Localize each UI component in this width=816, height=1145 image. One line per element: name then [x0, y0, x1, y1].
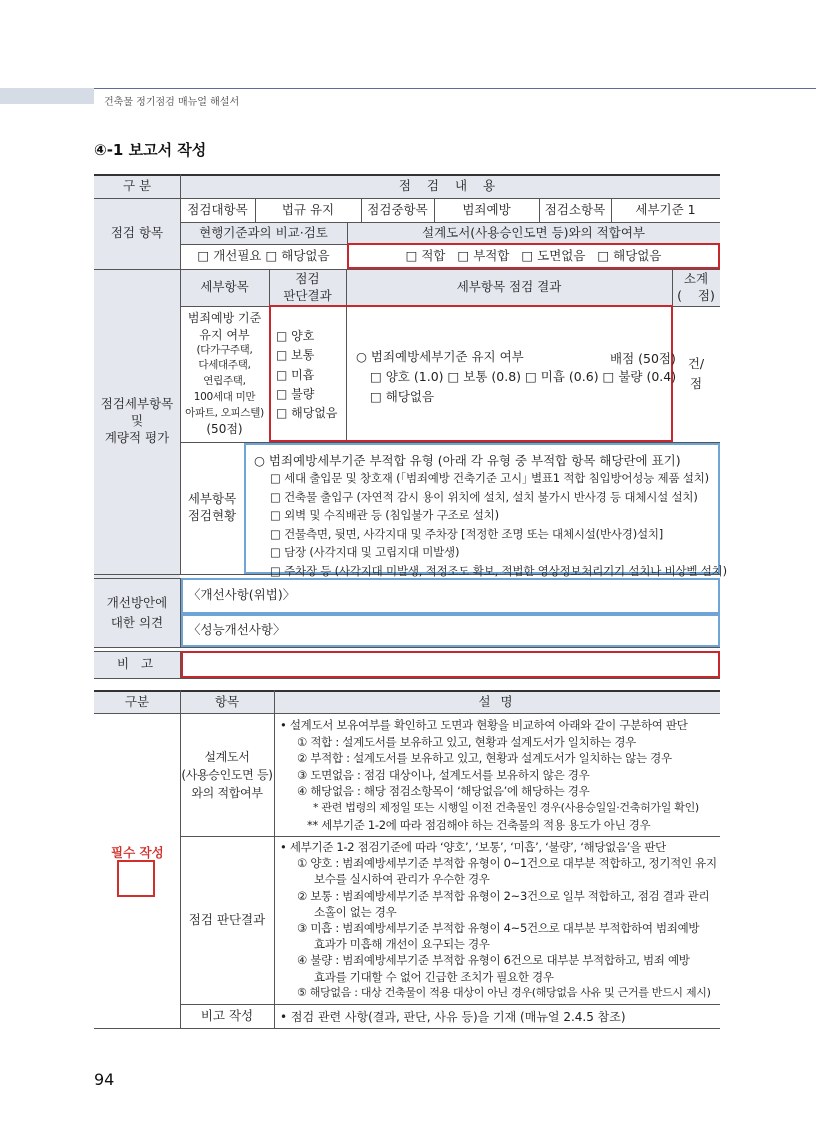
status-title: ○ 범죄예방세부기준 부적합 유형 (아래 각 유형 중 부적합 항목 해당란에 표기) — [254, 453, 681, 468]
guide-row-item: 점검 판단결과 — [188, 911, 266, 927]
status-item: □ 외벽 및 수직배관 등 (침입불가 구조로 설치) — [270, 508, 499, 523]
status-label: 세부항목 점검현황 — [187, 491, 237, 523]
guide-row-desc: • 세부기준 1-2 점검기준에 따라 ‘양호’, ‘보통’, ‘미흡’, ‘불량’, ‘해당없음’을 판단 ① 양호 : 범죄예방세부기준 부적합 유형이 0~1건으로 대부분 적합하고, 정기적인 유지 보수를 실시하여 관리가 우수한 경우 ② 보통 : 범죄예방세부기준 부적합 유형이 2~3건으로 일부 적합하고, 점검 결과 관리 소홀이 없는 경우 ③ 미흡 : 범죄예방세부기준 부적합 유형이 4~5건으로 대부분 부적합하여 범죄예방 효과가 미흡해 개선이 요구되는 경우 ④ 불량 : 범죄예방세부기준 부적합 유형이 6건으로 대부분 부적합하고, 범죄 예방 효과를 기대할 수 없어 긴급한 조치가 필요한 경우 ⑤ 해당없음 : 대상 건축물이 적용 대상이 아닌 경우(해당없음 사유 및 근거를 반드시 제시) — [280, 840, 717, 999]
required-label: 필수 작성 — [111, 845, 164, 860]
judge-options[interactable]: □ 양호 □ 보통 □ 미흡 □ 불량 □ 해당없음 — [276, 329, 338, 421]
remarks-label: 비 고 — [116, 656, 158, 672]
opinion-performance-label: 〈성능개선사항〉 — [188, 622, 286, 637]
header-accent-bar — [0, 88, 94, 104]
subhead-item: 세부항목 — [200, 279, 249, 295]
minor-item-label: 점검소항목 — [544, 201, 606, 217]
status-item: □ 건축물 출입구 (자연적 감시 용이 위치에 설치, 설치 불가시 반사경 등 대체시설 설치) — [270, 489, 698, 504]
status-item: □ 주차장 등 (사각지대 미발생, 적정조도 확보, 적법한 영상정보처리기기 설치나 비상벨 설치) — [270, 563, 727, 578]
guide-row-desc: • 설계도서 보유여부를 확인하고 도면과 현황을 비교하여 아래와 같이 구분하여 판단 ① 적합 : 설계도서를 보유하고 있고, 현황과 설계도서가 일치하는 경우 ② 부적합 : 설계도서를 보유하고 있고, 현황과 설계도서가 일치하는 않는 경우 ③ 도면없음 : 점검 대상이나, 설계도서를 보유하지 않은 경우 ④ 해당없음 : 해당 점검소항목이 ‘해당없음’에 해당하는 경우 * 관련 법령의 제정일 또는 시행일 이전 건축물인 경우(사용승일일·건축허가일 확인) ** 세부기준 1-2에 따라 점검해야 하는 건축물의 적용 용도가 아닌 경우 — [280, 718, 699, 832]
result-score: 배점 (50점) — [610, 351, 676, 366]
subhead-judge: 점검 판단결과 — [283, 270, 332, 303]
guide-row-item: 비고 작성 — [200, 1007, 254, 1023]
opinion-label: 개선방안에 대한 의견 — [106, 594, 168, 630]
guide-head-item: 항목 — [214, 693, 240, 709]
guide-head-category: 구분 — [124, 693, 150, 709]
middle-item-label: 점검중항목 — [367, 201, 428, 217]
design-label: 설계도서(사용승인도면 등)와의 적합여부 — [422, 224, 645, 240]
compare-options[interactable]: □ 개선필요 □ 해당없음 — [197, 248, 330, 264]
running-header: 건축물 정기점검 매뉴얼 해설서 — [104, 97, 240, 108]
head-content: 점 검 내 용 — [398, 177, 502, 193]
subhead-result: 세부항목 점검 결과 — [456, 279, 562, 295]
status-list[interactable] — [270, 469, 727, 581]
compare-label: 현행기준과의 비교·검토 — [199, 224, 328, 240]
header-rule — [94, 88, 816, 89]
guide-row-desc: • 점검 관련 사항(결과, 판단, 사유 등)을 기재 (매뉴얼 2.4.5 참조) — [280, 1010, 626, 1024]
head-category: 구 분 — [122, 177, 152, 193]
result-title: ○ 범죄예방세부기준 유지 여부 — [356, 349, 524, 364]
minor-item-value: 세부기준 1 — [635, 201, 696, 217]
subtotal-value: 건/ 점 — [687, 356, 705, 391]
guide-head-desc: 설 명 — [478, 693, 516, 709]
detail-label: 점검세부항목 및 계량적 평가 — [100, 396, 174, 445]
status-item: □ 세대 출입문 및 창호재 (｢범죄예방 건축기준 고시｣ 별표1 적합 침입방어성능 제품 설치) — [270, 471, 709, 485]
status-item: □ 건물측면, 뒷면, 사각지대 및 주차장 [적정한 조명 또는 대체시설(반사경)설치] — [270, 526, 664, 541]
status-item: □ 담장 (사각지대 및 고립지대 미발생) — [270, 545, 460, 560]
remarks-input-box[interactable] — [181, 651, 720, 678]
guide-row-item: 설계도서 (사용승인도면 등) 와의 적합여부 — [181, 749, 273, 800]
result-options[interactable]: □ 양호 (1.0) □ 보통 (0.8) □ 미흡 (0.6) □ 불량 (0.4) — [370, 369, 677, 384]
middle-item-value: 범죄예방 — [462, 201, 511, 217]
subhead-subtotal: 소계 ( 점) — [677, 270, 715, 303]
inspection-item-label: 점검 항목 — [110, 225, 164, 241]
major-item-label: 점검대항목 — [187, 201, 248, 217]
page-number: 94 — [94, 1070, 115, 1089]
result-na-option[interactable]: □ 해당없음 — [370, 389, 435, 404]
section-title: ④-1 보고서 작성 — [94, 141, 207, 159]
required-checkbox[interactable] — [117, 860, 155, 897]
detail-item-cell: 범죄예방 기준 유지 여부 (다가구주택, 다세대주택, 연립주택, 100세대 미만 아파트, 오피스텔) (50점) — [185, 311, 264, 437]
major-item-value: 법규 유지 — [281, 201, 335, 217]
design-options[interactable]: □ 적합 □ 부적합 □ 도면없음 □ 해당없음 — [405, 248, 662, 264]
opinion-violation-label: 〈개선사항(위법)〉 — [188, 587, 296, 602]
